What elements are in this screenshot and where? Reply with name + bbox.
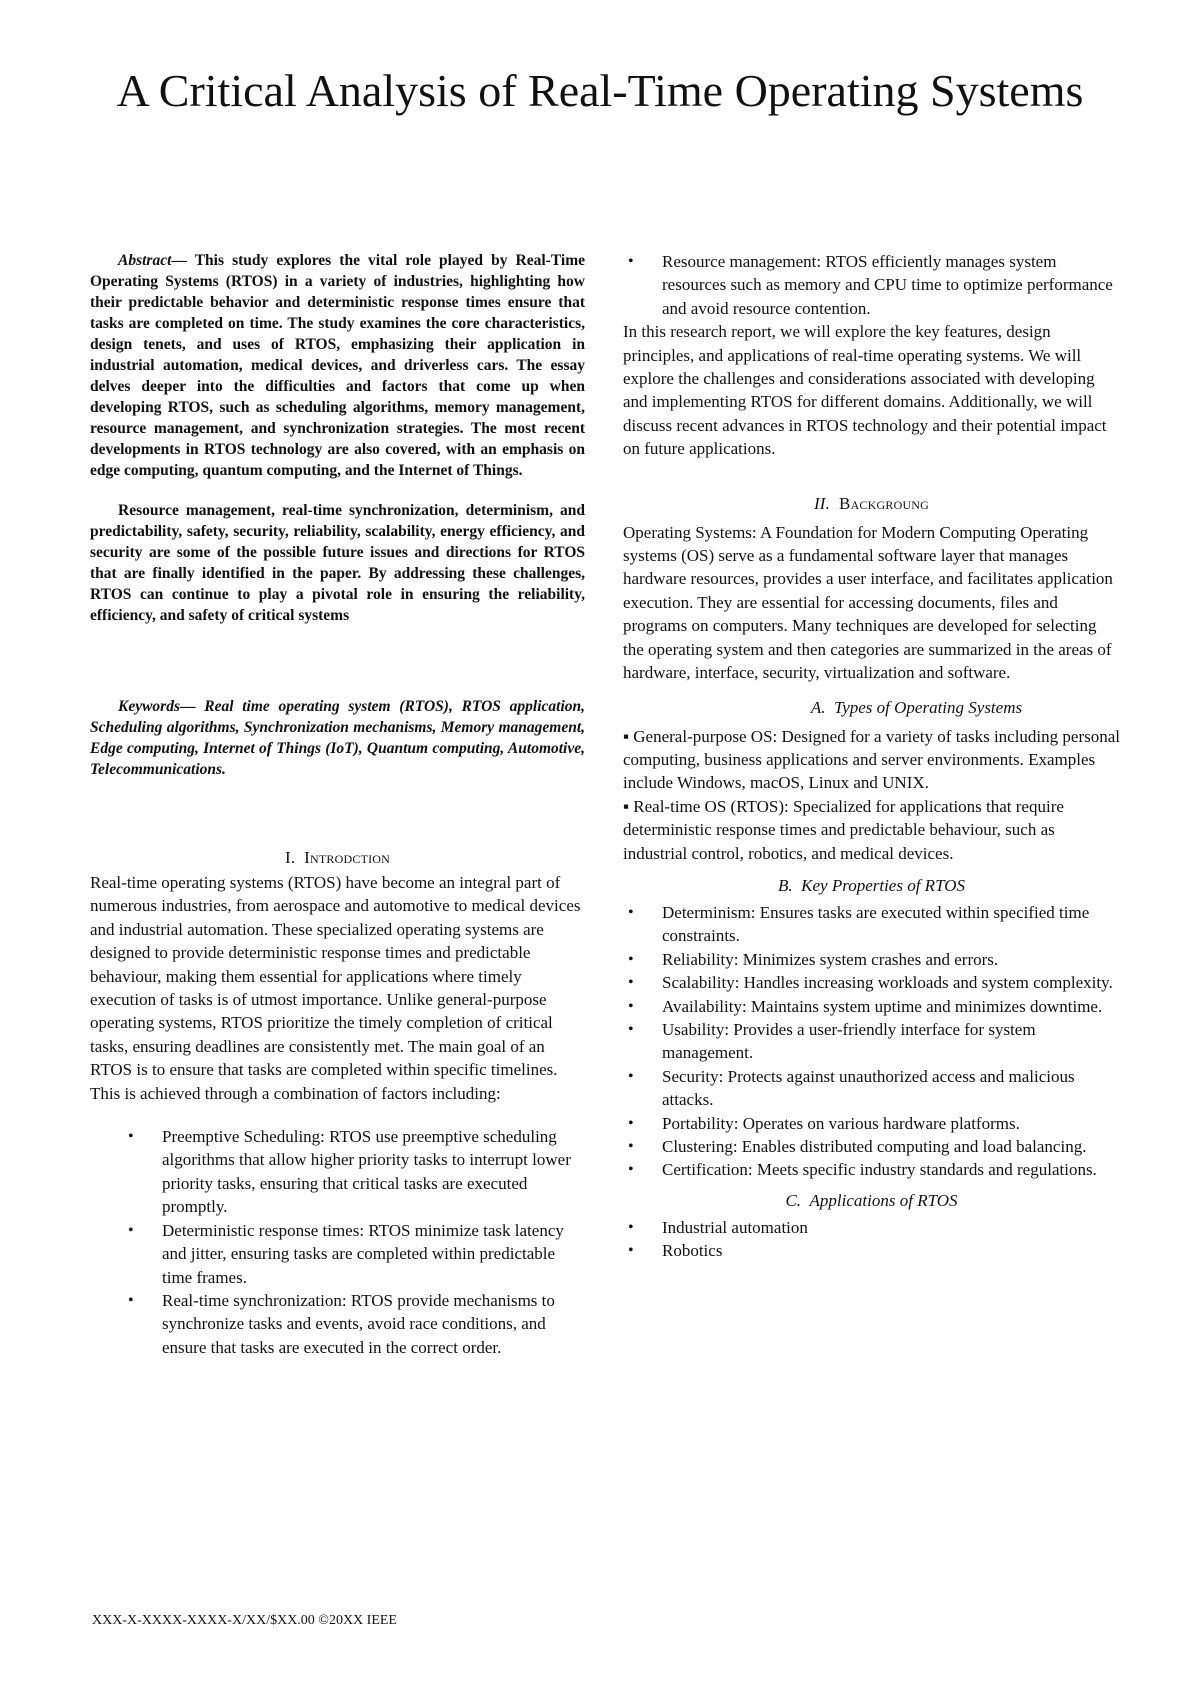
bullet-icon: • — [628, 1114, 634, 1132]
list-item: • Industrial automation — [590, 1216, 1120, 1239]
intro-closing-paragraph: In this research report, we will explore the key features, design principles, and applications of real-time operating systems. We will explore the challenges and considerations associated with developing and implementing RTOS for different domains. Additionally, we will discuss recent advances in RTOS technology and their potential impact on future applications. — [623, 322, 1107, 459]
bullet-icon: • — [628, 1242, 634, 1260]
section-heading-background — [623, 493, 1120, 515]
list-item: • Certification: Meets specific industry standards and regulations. — [590, 1158, 1120, 1181]
paper-title: A Critical Analysis of Real-Time Operating Systems — [116, 65, 1084, 116]
intro-paragraph: Real-time operating systems (RTOS) have become an integral part of numerous industries, from aerospace and automotive to medical devices and industrial automation. These specialized operating systems are designed to provide deterministic response times and predictable behaviour, making them essential for applications where timely execution of tasks is of utmost importance. Unlike general-purpose operating systems, RTOS prioritize the timely completion of critical tasks, ensuring deadlines are consistently met. The main goal of an RTOS is to ensure that tasks are completed within specific timelines. This is achieved through a combination of factors including: — [90, 873, 581, 1103]
section-heading-introduction — [90, 847, 585, 869]
abstract-dash: — — [171, 252, 187, 269]
list-item: • Portability: Operates on various hardware platforms. — [590, 1112, 1120, 1135]
list-item: • Scalability: Handles increasing workloads and system complexity. — [590, 971, 1120, 994]
keywords-dash: — — [180, 698, 196, 715]
section-title: Backgroung — [839, 493, 930, 513]
bullet-icon: • — [128, 1128, 134, 1146]
list-item: • Availability: Maintains system uptime and minimizes downtime. — [590, 995, 1120, 1018]
keywords-label: Keywords — [118, 698, 180, 715]
keywords-text: Real time operating system (RTOS), RTOS application, Scheduling algorithms, Synchronization mechanisms, Memory management, Edge computing, Internet of Things (IoT), Quantum computing, Automotive, Telecommunications. — [90, 698, 585, 778]
abstract-label: Abstract — [118, 252, 172, 269]
abstract-second-paragraph: Resource management, real-time synchronization, determinism, and predictability, safety, security, reliability, scalability, energy efficiency, and security are some of the possible future issues and directions for RTOS that are finally identified in the paper. By addressing these challenges, RTOS can continue to play a pivotal role in ensuring the reliability, efficiency, and safety of critical systems — [90, 502, 585, 624]
section-numeral: I. — [284, 848, 296, 867]
bullet-icon: • — [628, 950, 634, 968]
list-item: • Deterministic response times: RTOS minimize task latency and jitter, ensuring tasks are completed within predictable time frames. — [128, 1220, 564, 1287]
list-item: • Robotics — [590, 1239, 1120, 1262]
bullet-icon: • — [628, 1138, 634, 1155]
os-type-item: ▪ Real-time OS (RTOS): Specialized for applications that require deterministic response times and predictable behaviour, such as industrial control, robotics, and medical devices. — [623, 796, 1064, 863]
list-item: • Determinism: Ensures tasks are executed within specified time constraints. — [628, 902, 1090, 946]
keywords — [90, 696, 585, 780]
subsection-heading-applications: C. Applications of RTOS — [785, 1190, 958, 1210]
list-item: • Reliability: Minimizes system crashes and errors. — [590, 948, 1120, 971]
list-item: • Usability: Provides a user-friendly interface for system management. — [628, 1019, 1036, 1063]
copyright-footer: XXX-X-XXXX-XXXX-X/XX/$XX.00 ©20XX IEEE — [92, 1613, 397, 1628]
abstract — [90, 250, 585, 481]
section-title: Introdction — [304, 848, 391, 867]
bullet-icon: • — [628, 903, 634, 921]
background-paragraph: Operating Systems: A Foundation for Modern Computing Operating systems (OS) serve as a fundamental software layer that manages hardware resources, provides a user interface, and facilitates application execution. They are essential for accessing documents, files and programs on computers. Many techniques are developed for selecting the operating system and then categories are summarized in the areas of hardware, interface, security, virtualization and software. — [623, 522, 1113, 683]
bullet-icon: • — [628, 974, 634, 992]
bullet-icon: • — [128, 1221, 134, 1239]
bullet-icon: • — [628, 253, 634, 270]
bullet-icon: • — [628, 1218, 634, 1236]
left-column — [90, 250, 585, 1359]
list-item: • Real-time synchronization: RTOS provide mechanisms to synchronize tasks and events, avoid race conditions, and ensure that tasks are executed in the correct order. — [128, 1290, 555, 1357]
right-column — [623, 250, 1120, 1263]
bullet-icon: • — [628, 1161, 634, 1179]
list-item: • Resource management: RTOS efficiently manages system resources such as memory and CPU time to optimize performance and avoid resource contention. — [628, 252, 1113, 318]
list-item: • Preemptive Scheduling: RTOS use preemptive scheduling algorithms that allow higher priority tasks to interrupt lower priority tasks, ensuring that critical tasks are executed promptly. — [128, 1127, 571, 1217]
applications-list — [590, 1216, 1120, 1263]
subsection-heading-properties: B. Key Properties of RTOS — [778, 875, 965, 895]
bullet-icon: • — [128, 1291, 134, 1309]
bullet-icon: • — [628, 1067, 634, 1085]
bullet-icon: • — [628, 997, 634, 1015]
properties-list — [590, 901, 1120, 1182]
list-item: • Clustering: Enables distributed computing and load balancing. — [590, 1135, 1120, 1158]
bullet-icon: • — [628, 1020, 634, 1038]
list-item: • Security: Protects against unauthorized access and malicious attacks. — [628, 1066, 1075, 1110]
abstract-text: This study explores the vital role played by Real-Time Operating Systems (RTOS) in a variety of industries, highlighting how their predictable behavior and deterministic response times ensure that tasks are completed on time. The study examines the core characteristics, design tenets, and uses of RTOS, emphasizing their application in industrial automation, medical devices, and driverless cars. The essay delves deeper into the difficulties and factors that come up when developing RTOS, such as scheduling algorithms, memory management, resource management, and synchronization strategies. The most recent developments in RTOS technology are also covered, with an emphasis on edge computing, quantum computing, and the Internet of Things. — [90, 252, 585, 479]
intro-bullet-list-continued — [590, 250, 1120, 320]
section-numeral: II. — [813, 493, 831, 513]
intro-bullet-list — [90, 1125, 585, 1359]
subsection-heading-types: A. Types of Operating Systems — [810, 697, 1023, 717]
os-type-item: ▪ General-purpose OS: Designed for a variety of tasks including personal computing, business applications and server environments. Examples include Windows, macOS, Linux and UNIX. — [623, 726, 1121, 793]
